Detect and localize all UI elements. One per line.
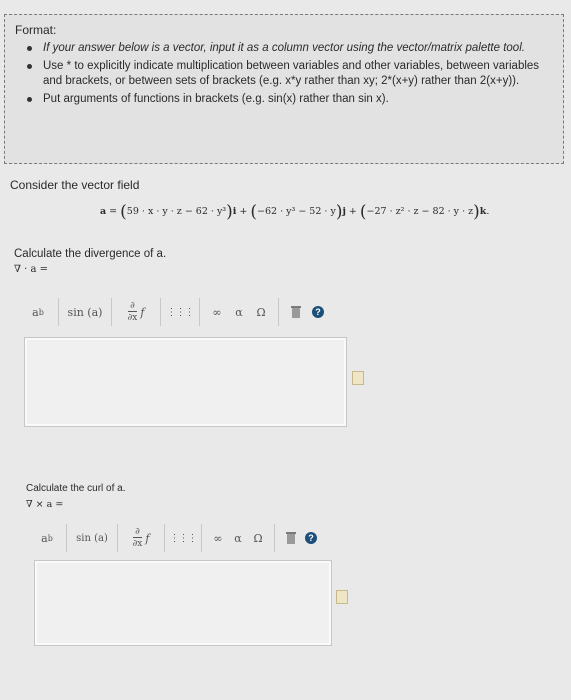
j-component: −62 · y³ − 52 · y (257, 206, 336, 217)
sin-button[interactable]: sin (a) (67, 305, 103, 319)
divergence-prompt: Calculate the divergence of a. (14, 248, 167, 260)
help-button[interactable] (301, 525, 321, 551)
deriv-num: ∂ (130, 301, 135, 311)
power-base: a (41, 531, 48, 545)
divider (111, 298, 112, 326)
field-eq: = (106, 206, 121, 217)
deriv-den: ∂x (127, 313, 138, 323)
unit-j: j (342, 206, 346, 217)
divergence-label: ∇ · a = (14, 264, 49, 275)
derivative-button[interactable] (118, 299, 154, 325)
format-item: If your answer below is a vector, input it as a column vector using the vector/matrix palette tool. (43, 41, 553, 56)
format-instructions (4, 14, 564, 164)
field-end: . (486, 206, 490, 217)
power-button[interactable] (24, 299, 52, 325)
deriv-num: ∂ (135, 527, 140, 537)
alpha-button[interactable]: α (235, 305, 243, 319)
divider (117, 524, 118, 552)
infinity-button[interactable]: ∞ (213, 531, 223, 545)
field-lhs: a (100, 206, 107, 217)
help-icon: ? (312, 306, 324, 318)
deriv-f: f (145, 531, 150, 545)
help-button[interactable] (307, 299, 329, 325)
format-title: Format: (15, 23, 57, 37)
format-item: Use * to explicitly indicate multiplication between variables and other variables, between variables and brackets, or between sets of brackets (e.g. x*y rather than xy; 2*(x+y) rather than 2(x+y)). (43, 59, 553, 89)
derivative-button[interactable] (124, 525, 158, 551)
notes-icon[interactable] (352, 371, 364, 385)
math-toolbar-1 (24, 298, 346, 326)
divider (278, 298, 279, 326)
curl-answer-input[interactable] (34, 560, 332, 646)
format-list (15, 41, 553, 107)
divider (58, 298, 59, 326)
power-button[interactable] (34, 525, 60, 551)
power-sup: b (47, 533, 53, 543)
matrix-icon[interactable]: ⋮⋮⋮ (166, 306, 194, 318)
divider (201, 524, 202, 552)
infinity-button[interactable]: ∞ (212, 305, 222, 319)
unit-i: i (232, 206, 237, 217)
math-toolbar-2 (34, 524, 338, 552)
divider (199, 298, 200, 326)
divergence-answer-input[interactable] (24, 337, 347, 427)
notes-icon[interactable] (336, 590, 348, 604)
omega-button[interactable]: Ω (256, 305, 266, 319)
trash-icon[interactable] (285, 299, 307, 325)
k-component: −27 · z² · z − 82 · y · z (366, 206, 474, 217)
curl-prompt: Calculate the curl of a. (26, 483, 126, 494)
matrix-icon[interactable]: ⋮⋮⋮ (169, 532, 197, 544)
power-base: a (32, 305, 39, 319)
help-icon: ? (305, 532, 317, 544)
alpha-button[interactable]: α (234, 531, 242, 545)
power-sup: b (38, 307, 44, 317)
format-item: Put arguments of functions in brackets (e.g. sin(x) rather than sin x). (43, 92, 553, 107)
deriv-f: f (140, 305, 145, 319)
sin-button[interactable]: sin (a) (76, 532, 108, 544)
vector-field-equation: a = (59 · x · y · z − 62 · y³)i + (−62 · y³ − 52 · y)j + (−27 · z² · z − 82 · y · z)k. (100, 202, 490, 222)
curl-label: ∇ × a = (26, 499, 64, 510)
omega-button[interactable]: Ω (253, 531, 263, 545)
divider (164, 524, 165, 552)
question-intro: Consider the vector field (10, 178, 140, 192)
divider (160, 298, 161, 326)
trash-icon[interactable] (281, 525, 301, 551)
divider (66, 524, 67, 552)
divider (274, 524, 275, 552)
unit-k: k (479, 206, 487, 217)
deriv-den: ∂x (132, 539, 143, 549)
i-component: 59 · x · y · z − 62 · y³ (126, 206, 227, 217)
